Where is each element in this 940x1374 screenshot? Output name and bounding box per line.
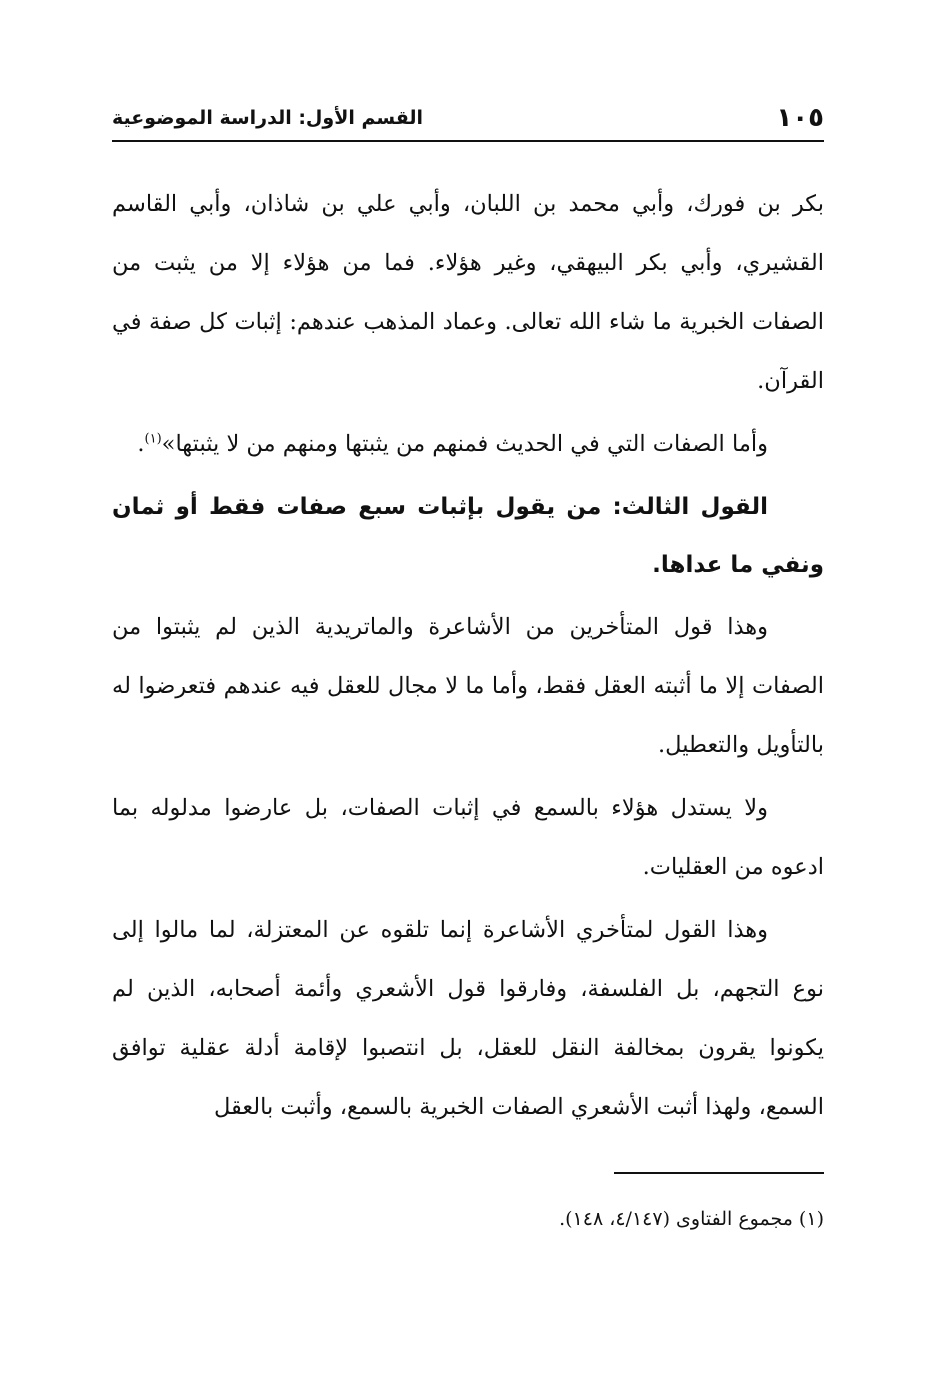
paragraph-2 bbox=[112, 415, 824, 474]
section-heading: القول الثالث: من يقول بإثبات سبع صفات فقط أو ثمان ونفي ما عداها. bbox=[112, 494, 824, 578]
footnote: (١) مجموع الفتاوى (٤/١٤٧، ١٤٨). bbox=[559, 1208, 824, 1230]
paragraph-3: وهذا قول المتأخرين من الأشاعرة والماتريدية الذين لم يثبتوا من الصفات إلا ما أثبته العقل فقط، وأما ما لا مجال للعقل فيه عندهم فتعرضوا له بالتأويل والتعطيل. bbox=[112, 614, 824, 758]
page-header bbox=[112, 96, 824, 142]
main-text bbox=[112, 175, 824, 1141]
paragraph-5: وهذا القول لمتأخري الأشاعرة إنما تلقوه عن المعتزلة، لما مالوا إلى نوع التجهم، بل الفلسفة، وفارقوا قول الأشعري وأئمة أصحابه، الذين لم يكونوا يقرون بمخالفة النقل للعقل، بل انتصبوا لإقامة أدلة عقلية توافق السمع، ولهذا أثبت الأشعري الصفات الخبرية بالسمع، وأثبت بالعقل bbox=[112, 917, 824, 1120]
footnote-separator bbox=[614, 1172, 824, 1174]
page-number: ١٠٥ bbox=[776, 103, 824, 133]
running-header-title: القسم الأول: الدراسة الموضوعية bbox=[112, 107, 424, 129]
paragraph-4: ولا يستدل هؤلاء بالسمع في إثبات الصفات، بل عارضوا مدلوله بما ادعوه من العقليات. bbox=[112, 795, 824, 880]
footnote-reference: (١) bbox=[144, 431, 162, 447]
paragraph-2-text: وأما الصفات التي في الحديث فمنهم من يثبتها ومنهم من لا يثبتها» bbox=[161, 431, 768, 457]
paragraph-2-end: . bbox=[137, 431, 145, 457]
paragraph-1: بكر بن فورك، وأبي محمد بن اللبان، وأبي علي بن شاذان، وأبي القاسم القشيري، وأبي بكر البيهقي، وغير هؤلاء. فما من هؤلاء إلا من يثبت من الصفات الخبرية ما شاء الله تعالى. وعماد المذهب عندهم: إثبات كل صفة في القرآن. bbox=[112, 191, 824, 394]
